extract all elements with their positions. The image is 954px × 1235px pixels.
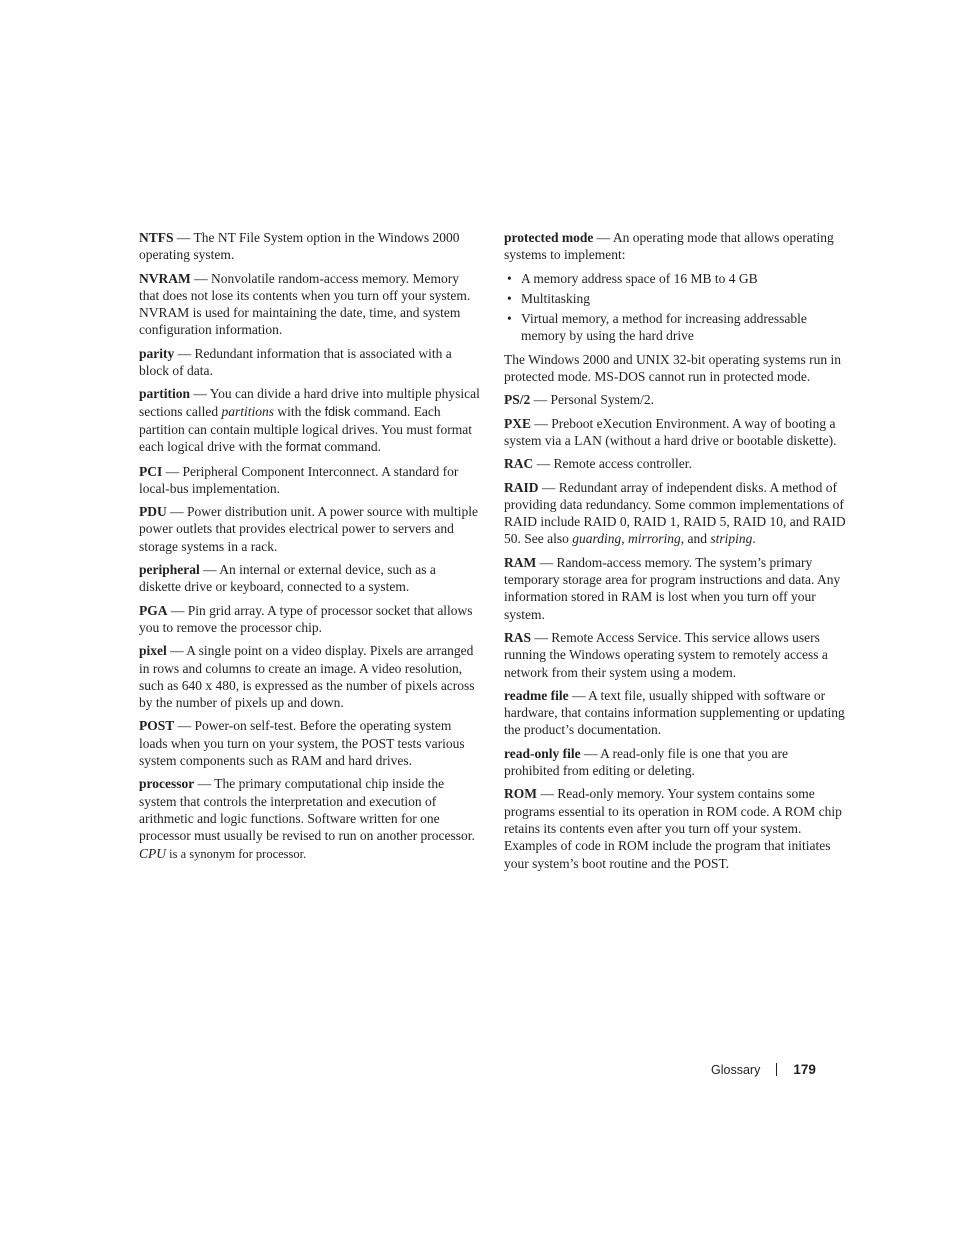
term-separator: — [580,745,601,761]
definition-text: Remote Access Service. This service allows users running the Windows operating system to remotely access a network from their system using a modem. [504,629,828,680]
glossary-term: parity [139,345,175,361]
page-number: 179 [793,1062,816,1077]
term-separator: — [174,718,195,734]
definition-text: A read-only file is one that you are prohibited from editing or deleting. [504,745,788,779]
glossary-entry-ntfs [139,229,481,264]
glossary-entry-pga [139,602,481,637]
glossary-term: pixel [139,643,167,659]
glossary-term: read-only file [504,745,581,761]
term-separator: — [568,687,589,703]
definition-text: Power-on self-test. Before the operating system loads when you turn on your system, the POST tests various system components such as RAM and hard drives. [139,718,465,769]
emphasized-term: CPU [139,845,166,861]
glossary-term: NVRAM [139,270,191,286]
glossary-term: PXE [504,415,531,431]
glossary-term: processor [139,776,195,792]
footer-section-title: Glossary [711,1063,761,1077]
glossary-column-right [504,229,846,878]
definition-text: command. Each partition can contain multiple logical drives. You must format each logical drive with the [139,403,472,455]
glossary-entry-protected-mode [504,229,846,264]
definition-text: is a synonym for processor. [166,846,307,861]
list-item-text: Virtual memory, a method for increasing addressable memory by using the hard drive [521,311,807,344]
definition-text: Preboot eXecution Environment. A way of booting a system via a LAN (without a hard drive or bootable diskette). [504,415,837,448]
glossary-entry-nvram [139,270,481,339]
term-separator: — [537,786,558,802]
term-separator: — [190,270,211,286]
protected-mode-followup: The Windows 2000 and UNIX 32-bit operating systems run in protected mode. MS-DOS cannot run in protected mode. [504,351,842,385]
bullet-icon: • [507,270,512,286]
glossary-entry-parity [139,345,481,380]
command-name: fdisk [324,404,351,419]
glossary-entry-ps-2 [504,391,846,408]
glossary-term: RAS [504,629,532,645]
definition-text: The primary computational chip inside the system that controls the interpretation and execution of arithmetic and logic functions. Software written for one processor must usually be revised to run on another processor. [139,776,475,844]
glossary-entry-rac [504,455,846,472]
definition-text: Redundant information that is associated with a block of data. [139,345,452,379]
glossary-term: peripheral [139,562,200,578]
bullet-icon: • [507,311,512,327]
list-item [504,290,846,307]
glossary-entry-read-only-file [504,745,846,780]
term-separator: — [531,415,552,431]
glossary-column-left [139,229,481,869]
protected-mode-feature-list [504,270,846,345]
definition-text: Redundant array of independent disks. A method of providing data redundancy. Some common implementations of RAID include RAID 0, RAID 1, RAID 5, RAID 10, and RAID 50. See also [504,479,846,547]
glossary-definition: An operating mode that allows operating systems to implement: [504,230,834,263]
term-separator: — [162,463,183,479]
definition-text: Power distribution unit. A power source with multiple power outlets that provides electrical power to servers and storage systems in a rack. [139,504,478,554]
glossary-term: readme file [504,687,569,703]
definition-text: , and [680,531,711,547]
emphasized-term: striping [710,531,753,547]
glossary-entry-rom [504,785,846,871]
bullet-icon: • [507,290,512,306]
list-item [504,270,846,287]
glossary-entry-pdu [139,503,481,555]
definition-text: An internal or external device, such as a diskette drive or keyboard, connected to a system. [139,562,436,595]
glossary-term: PGA [139,602,168,618]
glossary-entry-raid [504,479,846,548]
list-item-text: Multitasking [521,290,591,306]
glossary-term: partition [139,386,191,402]
glossary-term: PS/2 [504,392,531,408]
term-separator: — [531,629,552,645]
glossary-entries-right [504,391,846,871]
glossary-term: RAM [504,554,537,570]
definition-text: A single point on a video display. Pixels are arranged in rows and columns to create an image. A video resolution, such as 640 x 480, is expressed as the number of pixels across by the number of pixels up and down. [139,643,475,711]
glossary-entry-pci [139,463,481,498]
definition-text: You can divide a hard drive into multiple physical sections called [139,386,480,419]
glossary-entry-pxe [504,415,846,450]
term-separator: — [536,554,557,570]
term-separator: — [593,230,613,245]
glossary-entry-partition [139,385,481,456]
term-separator: — [167,602,188,618]
definition-text: Peripheral Component Interconnect. A standard for local-bus implementation. [139,463,459,496]
term-separator: — [194,776,215,792]
term-separator: — [166,643,187,659]
definition-text: command. [321,439,382,455]
glossary-term: NTFS [139,230,174,245]
list-item [504,310,846,345]
term-separator: — [173,230,194,245]
glossary-entry-processor [139,775,481,862]
term-separator: — [174,345,195,361]
glossary-term: PDU [139,504,167,520]
definition-text: A text file, usually shipped with software or hardware, that contains information supplementing or updating the product’s documentation. [504,687,845,738]
glossary-entry-ras [504,629,846,681]
glossary-entry-ram [504,554,846,623]
glossary-term: ROM [504,786,537,802]
emphasized-term: mirroring [628,531,681,547]
term-separator: — [538,479,559,495]
definition-text: Remote access controller. [553,456,692,472]
term-separator: — [199,562,220,578]
definition-text: , [621,531,629,547]
glossary-entry-readme-file [504,687,846,739]
definition-text: with the [274,403,325,419]
definition-text: . [752,531,756,547]
definition-text: The NT File System option in the Windows 2000 operating system. [139,230,460,263]
term-separator: — [530,392,551,408]
definition-text: Personal System/2. [550,392,655,408]
term-separator: — [166,504,187,520]
footer-divider [776,1063,777,1076]
glossary-term: RAC [504,456,534,472]
page-footer [711,1061,816,1079]
definition-text: Pin grid array. A type of processor socket that allows you to remove the processor chip. [139,602,473,635]
glossary-term: protected mode [504,230,594,245]
glossary-entry-post [139,717,481,769]
list-item-text: A memory address space of 16 MB to 4 GB [521,270,758,286]
definition-text: Read-only memory. Your system contains some programs essential to its operation in ROM code. A ROM chip retains its contents even after you turn off your system. Examples of code in ROM include the program that initiates your system’s boot routine and the POST. [504,786,842,871]
definition-text: Random-access memory. The system’s primary temporary storage area for program instructions and data. Any information stored in RAM is lost when you turn off your system. [504,554,841,622]
emphasized-term: guarding [572,531,622,547]
emphasized-term: partitions [221,403,274,419]
glossary-term: PCI [139,463,163,479]
definition-text: Nonvolatile random-access memory. Memory that does not lose its contents when you turn off your system. NVRAM is used for maintaining the date, time, and system configuration information. [139,270,471,338]
term-separator: — [533,456,554,472]
glossary-term: RAID [504,479,539,495]
glossary-entry-peripheral [139,561,481,596]
term-separator: — [190,386,210,402]
glossary-term: POST [139,718,175,734]
glossary-entry-pixel [139,642,481,711]
command-name: format [285,440,322,455]
